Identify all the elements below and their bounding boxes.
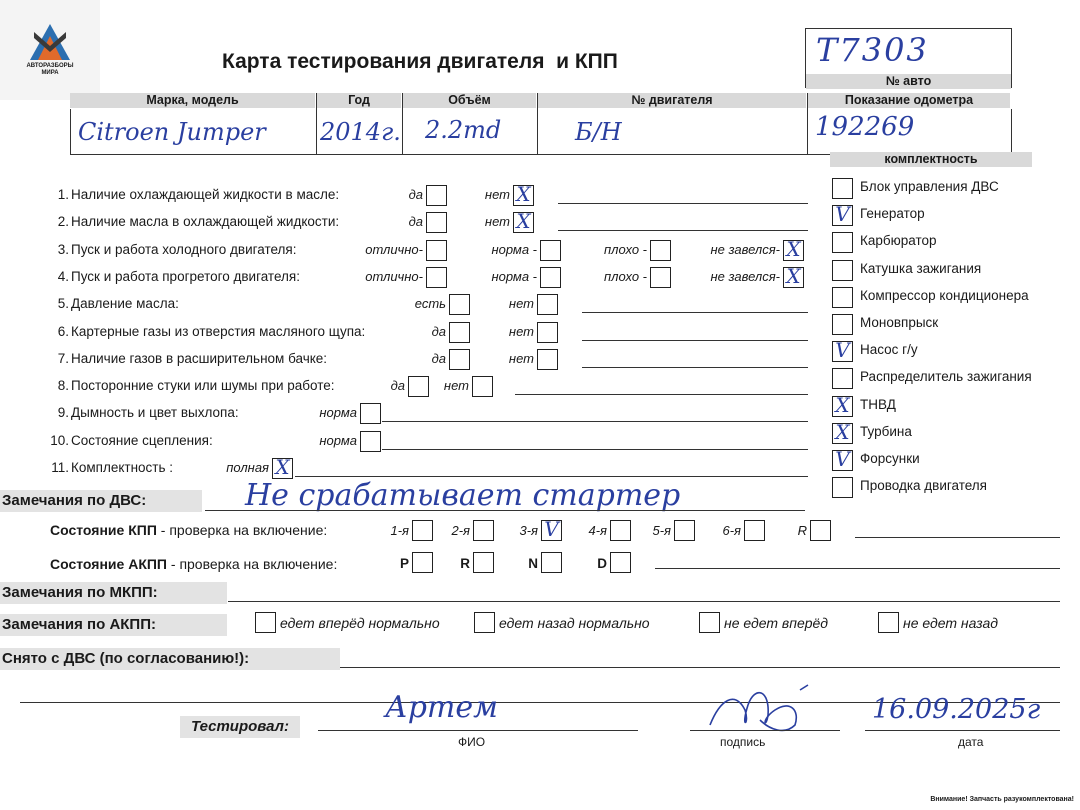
kpp-gear-label: 3-я (519, 523, 538, 538)
check-number: 9. (57, 405, 69, 421)
stock-number-label: № авто (806, 74, 1011, 89)
engine-number-value: Б/Н (575, 118, 622, 146)
check-number: 8. (57, 378, 69, 394)
stock-number-box (805, 28, 1012, 88)
check-option-label: норма (319, 405, 357, 421)
kpp-gear-checkbox[interactable] (810, 520, 831, 541)
check-option-checkbox[interactable] (360, 403, 381, 424)
logo-name-line2: МИРА (41, 70, 59, 76)
completeness-checkbox[interactable] (832, 392, 853, 417)
check-number: 5. (57, 296, 69, 312)
check-option-label: норма (319, 432, 357, 448)
check-option-label: плохо - (604, 241, 647, 257)
engine-remarks-label: Замечания по ДВС: (0, 490, 202, 512)
check-option-label: да (408, 187, 423, 202)
check-option-label: нет (508, 296, 534, 312)
completeness-checkbox[interactable] (832, 260, 853, 281)
engine-remarks-value: Не срабатывает стартер (245, 478, 681, 513)
signature-caption: подпись (720, 735, 766, 749)
check-label: Наличие масла в охлаждающей жидкости: (71, 214, 340, 230)
check-number: 10. (50, 432, 69, 448)
kpp-gear-checkbox[interactable] (412, 520, 433, 541)
check-option-checkbox[interactable] (650, 240, 671, 261)
check-label: Пуск и работа прогретого двигателя: (71, 268, 300, 284)
stock-number-value: T7303 (816, 31, 929, 69)
tester-name-value: Артем (385, 690, 498, 725)
completeness-checkbox[interactable] (832, 287, 853, 308)
check-option-checkbox[interactable] (540, 240, 561, 261)
kpp-gear-checkbox[interactable] (610, 520, 631, 541)
check-option-checkbox[interactable] (650, 267, 671, 288)
check-option-label: полная (226, 460, 269, 475)
model-value: Citroen Jumper (78, 118, 266, 146)
completeness-item-label: Генератор (860, 206, 925, 222)
logo-mark-icon (28, 22, 72, 62)
check-option-checkbox[interactable] (272, 455, 293, 479)
akpp-gear-checkbox[interactable] (610, 552, 631, 573)
akpp-remark-checkbox[interactable] (255, 612, 276, 633)
check-option-checkbox[interactable] (426, 267, 447, 288)
completeness-checkbox[interactable] (832, 338, 853, 363)
date-caption: дата (958, 735, 984, 749)
akpp-gear-checkbox[interactable] (412, 552, 433, 573)
akpp-gear-label: P (399, 556, 409, 571)
check-label: Комплектность : (71, 460, 174, 475)
check-option-checkbox[interactable] (537, 322, 558, 343)
check-option-checkbox[interactable] (537, 294, 558, 315)
akpp-remarks-label: Замечания по АКПП: (0, 614, 227, 636)
kpp-gear-label: 2-я (451, 523, 470, 538)
date-value: 16.09.2025г (872, 694, 1041, 725)
header-col-year: Год (317, 93, 401, 108)
completeness-checkbox-mark: V (835, 447, 850, 471)
header-col-model: Марка, модель (70, 93, 315, 108)
check-option-checkbox[interactable] (426, 240, 447, 261)
kpp-gear-label: 4-я (588, 523, 607, 538)
akpp-remark-checkbox[interactable] (474, 612, 495, 633)
completeness-checkbox[interactable] (832, 447, 853, 471)
check-option-checkbox-mark: X (786, 263, 801, 288)
logo (0, 0, 100, 100)
completeness-item-label: Карбюратор (860, 233, 937, 249)
check-option-checkbox[interactable] (449, 322, 470, 343)
kpp-gear-label: 5-я (652, 523, 671, 538)
check-number: 1. (57, 187, 69, 202)
completeness-checkbox-mark: X (835, 392, 850, 417)
check-number: 11. (51, 460, 69, 475)
page-title: Карта тестирования двигателя и КПП (222, 50, 618, 73)
kpp-gear-checkbox[interactable] (541, 517, 562, 541)
check-label: Наличие газов в расширительном бачке: (71, 350, 328, 366)
check-number: 3. (57, 241, 69, 257)
check-option-label: не завелся- (710, 241, 780, 257)
year-value: 2014г. (320, 118, 401, 146)
kpp-gear-checkbox[interactable] (674, 520, 695, 541)
completeness-checkbox[interactable] (832, 202, 853, 227)
check-option-checkbox-mark: X (275, 455, 290, 479)
completeness-checkbox[interactable] (832, 178, 853, 199)
completeness-checkbox[interactable] (832, 368, 853, 389)
check-option-label: да (408, 214, 423, 230)
completeness-item-label: Моновпрыск (860, 315, 939, 330)
kpp-gear-label: 1-я (390, 523, 409, 538)
akpp-gear-checkbox[interactable] (473, 552, 494, 573)
akpp-remark-checkbox[interactable] (699, 612, 720, 633)
check-option-checkbox[interactable] (783, 236, 804, 261)
check-option-checkbox[interactable] (449, 294, 470, 315)
kpp-label: Состояние КПП - проверка на включение: (50, 522, 328, 538)
check-option-label: есть (414, 296, 446, 312)
completeness-item-label: Турбина (860, 423, 912, 439)
akpp-remark-checkbox[interactable] (878, 612, 899, 633)
check-number: 4. (57, 268, 69, 284)
akpp-gear-label: N (528, 556, 538, 571)
completeness-item-label: Катушка зажигания (860, 260, 982, 276)
completeness-item-label: Блок управления ДВС (860, 179, 999, 194)
check-option-label: отлично- (365, 268, 423, 284)
check-option-label: норма - (491, 241, 537, 257)
completeness-checkbox-mark: V (835, 202, 850, 227)
check-label: Посторонние стуки или шумы при работе: (71, 378, 335, 394)
completeness-item-label: Распределитель зажигания (860, 369, 1032, 385)
check-option-checkbox[interactable] (472, 376, 493, 397)
check-option-label: да (431, 323, 446, 339)
akpp-remark-label: едет вперёд нормально (280, 615, 440, 631)
header-col-odometer: Показание одометра (808, 93, 1010, 108)
signature-drawing (700, 680, 820, 740)
odometer-value: 192269 (815, 112, 915, 142)
completeness-checkbox-mark: V (835, 338, 850, 363)
check-option-label: норма - (491, 268, 537, 284)
completeness-title: комплектность (830, 152, 1032, 167)
check-label: Давление масла: (71, 296, 179, 312)
mkpp-remarks-label: Замечания по МКПП: (0, 582, 227, 604)
check-label: Картерные газы из отверстия масляного щупа: (71, 323, 366, 339)
check-label: Состояние сцепления: (71, 432, 213, 448)
check-option-label: да (390, 378, 405, 394)
check-number: 2. (57, 214, 69, 230)
akpp-remark-label: не едет назад (903, 615, 998, 631)
completeness-checkbox[interactable] (832, 477, 853, 498)
akpp-remark-label: едет назад нормально (499, 615, 650, 631)
akpp-remark-label: не едет вперёд (724, 615, 829, 631)
check-option-label: нет (484, 214, 510, 230)
kpp-gear-checkbox-mark: V (544, 517, 559, 541)
check-label: Дымность и цвет выхлопа: (71, 405, 239, 421)
check-option-label: нет (508, 323, 534, 339)
akpp-label: Состояние АКПП - проверка на включение: (50, 556, 338, 572)
kpp-gear-label: 6-я (722, 523, 741, 538)
check-option-checkbox-mark: X (516, 209, 531, 234)
volume-value: 2.2тd (425, 116, 502, 144)
akpp-gear-checkbox[interactable] (541, 552, 562, 573)
check-option-checkbox-mark: X (516, 182, 531, 206)
check-option-checkbox[interactable] (426, 212, 447, 233)
completeness-item-label: Компрессор кондиционера (860, 287, 1029, 303)
tested-label: Тестировал: (180, 716, 300, 738)
completeness-checkbox[interactable] (832, 419, 853, 444)
check-number: 7. (57, 350, 69, 366)
completeness-item-label: Форсунки (860, 451, 920, 466)
header-col-engine-number: № двигателя (538, 93, 806, 108)
check-option-label: плохо - (604, 268, 647, 284)
completeness-item-label: Проводка двигателя (860, 478, 987, 494)
check-option-checkbox[interactable] (513, 182, 534, 206)
completeness-checkbox-mark: X (835, 419, 850, 444)
check-option-label: да (431, 350, 446, 366)
check-number: 6. (57, 323, 69, 339)
logo-name-line1: АВТОРАЗБОРЫ (26, 63, 74, 69)
check-option-checkbox[interactable] (426, 185, 447, 206)
removed-label: Снято с ДВС (по согласованию!): (0, 648, 340, 670)
tester-name-caption: ФИО (458, 735, 486, 749)
check-label: Наличие охлаждающей жидкости в масле: (71, 187, 340, 202)
check-option-checkbox[interactable] (537, 349, 558, 370)
header-col-volume: Объём (403, 93, 536, 108)
check-option-label: не завелся- (710, 268, 780, 284)
kpp-gear-label: R (797, 523, 807, 538)
akpp-gear-label: D (597, 556, 607, 571)
completeness-item-label: ТНВД (860, 396, 896, 412)
check-option-checkbox[interactable] (513, 209, 534, 234)
akpp-gear-label: R (460, 556, 470, 571)
completeness-checkbox[interactable] (832, 314, 853, 335)
check-option-label: нет (443, 378, 469, 394)
check-option-checkbox[interactable] (408, 376, 429, 397)
check-option-checkbox[interactable] (360, 431, 381, 452)
kpp-gear-checkbox[interactable] (473, 520, 494, 541)
completeness-item-label: Насос г/у (860, 342, 918, 358)
check-option-checkbox-mark: X (786, 236, 801, 261)
kpp-gear-checkbox[interactable] (744, 520, 765, 541)
check-option-label: отлично- (365, 241, 423, 257)
check-option-checkbox[interactable] (783, 263, 804, 288)
warning-text: Внимание! Запчасть разукомплектована! (930, 796, 1074, 803)
completeness-checkbox[interactable] (832, 232, 853, 253)
check-option-label: нет (508, 350, 534, 366)
check-option-label: нет (484, 187, 510, 202)
check-label: Пуск и работа холодного двигателя: (71, 241, 297, 257)
check-option-checkbox[interactable] (540, 267, 561, 288)
check-option-checkbox[interactable] (449, 349, 470, 370)
